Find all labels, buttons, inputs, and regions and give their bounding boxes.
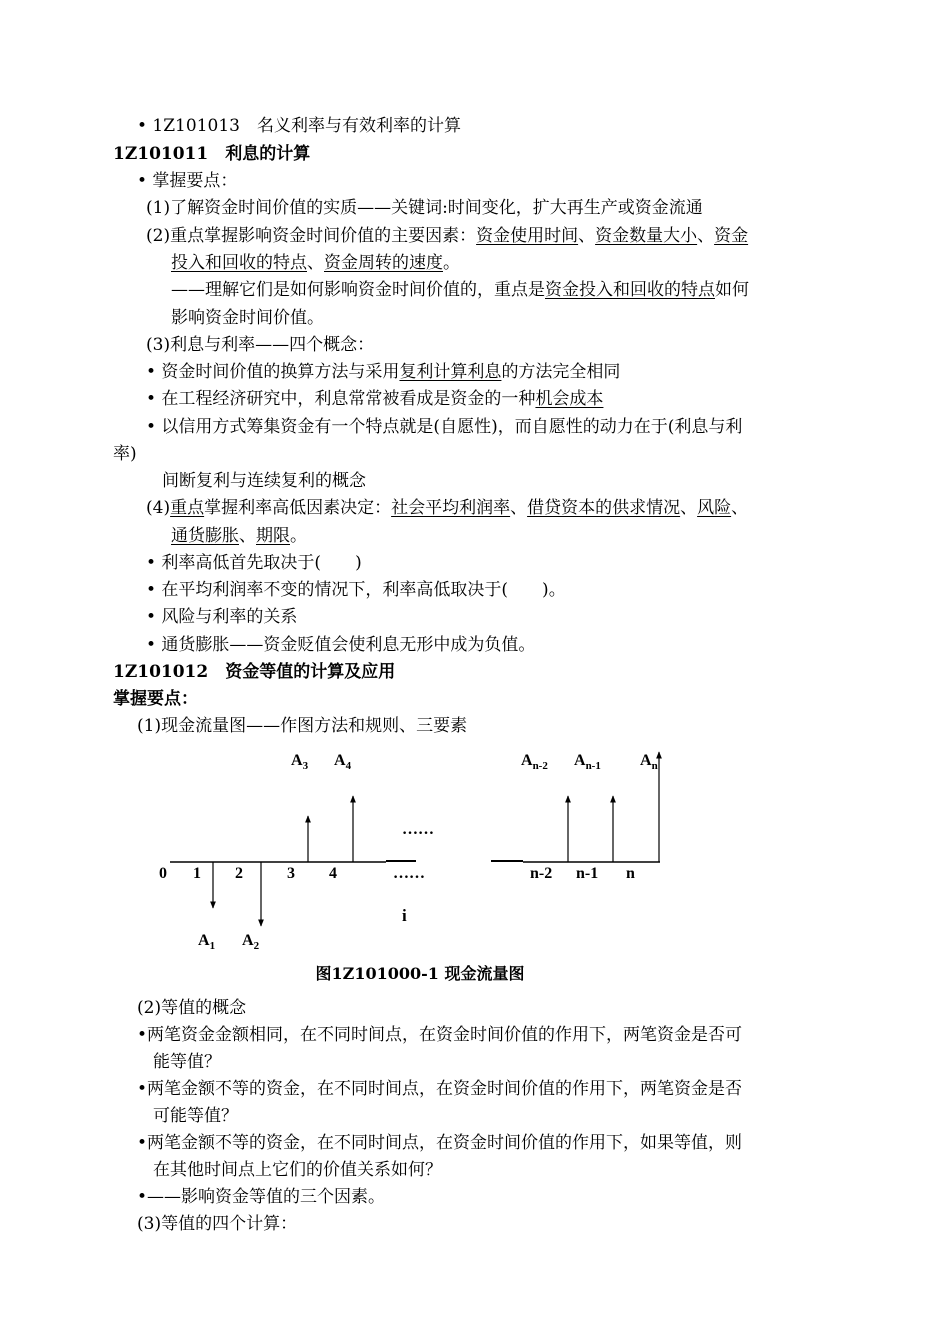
point-2-line-4: 影响资金时间价值。 — [171, 308, 324, 328]
point-3-bullet-3-cont: 率) — [113, 444, 137, 464]
equivalence-bullet-2-cont: 可能等值？ — [153, 1106, 238, 1126]
equivalence-bullet-3-cont: 在其他时间点上它们的价值关系如何？ — [153, 1160, 442, 1180]
bullet-item-nominal-rate: • 1Z101013 名义利率与有效利率的计算 — [137, 116, 461, 136]
label-An-1: $A_{n-1}$ — [574, 752, 601, 772]
equivalence-point-2: (2)等值的概念 — [137, 998, 247, 1018]
equivalence-bullet-3: •两笔金额不等的资金，在不同时间点，在资金时间价值的作用下，如果等值，则 — [137, 1133, 743, 1153]
label-An-2: $A_{n-2}$ — [521, 752, 548, 772]
ellipsis-top: …… — [402, 821, 434, 838]
point-3-bullet-2: • 在工程经济研究中，利息常常被看成是资金的一种机会成本 — [146, 389, 604, 409]
tick-label-n-2: n-2 — [530, 865, 553, 882]
interest-rate-label: i — [402, 906, 407, 925]
tick-label-1: 1 — [193, 865, 201, 882]
point-1: (1)了解资金时间价值的实质——关键词:时间变化，扩大再生产或资金流通 — [146, 198, 703, 218]
point-4-bullet-3: • 风险与利率的关系 — [146, 607, 298, 627]
equivalence-bullet-2: •两笔金额不等的资金，在不同时间点，在资金时间价值的作用下，两笔资金是否 — [137, 1079, 743, 1099]
tick-label-ellipsis: …… — [393, 865, 425, 882]
tick-label-n: n — [626, 865, 635, 882]
point-4-bullet-2: • 在平均利润率不变的情况下，利率高低取决于( )。 — [146, 580, 566, 600]
point-3: (3)利息与利率——四个概念： — [146, 335, 375, 355]
section-heading-interest: 1Z101011 利息的计算 — [113, 144, 311, 164]
equivalence-point-3: (3)等值的四个计算： — [137, 1214, 298, 1234]
compound-concept: 间断复利与连续复利的概念 — [162, 471, 366, 491]
point-4-line-2: 通货膨胀、期限。 — [171, 526, 307, 546]
point-2-line-2: 投入和回收的特点、资金周转的速度。 — [171, 253, 460, 273]
label-A2: $A_2$ — [242, 932, 260, 952]
label-An: $A_n$ — [640, 752, 658, 772]
equivalence-bullet-1-cont: 能等值？ — [153, 1052, 221, 1072]
equivalence-bullet-4: •——影响资金等值的三个因素。 — [137, 1187, 386, 1207]
equivalence-bullet-1: •两笔资金金额相同，在不同时间点，在资金时间价值的作用下，两笔资金是否可 — [137, 1025, 743, 1045]
tick-label-n-1: n-1 — [576, 865, 599, 882]
figure-caption: 图1Z101000-1 现金流量图 — [315, 964, 525, 983]
tick-label-3: 3 — [287, 865, 295, 882]
point-4-line-1: (4)重点掌握利率高低因素决定：社会平均利润率、借贷资本的供求情况、风险、 — [146, 498, 749, 518]
tick-label-0: 0 — [159, 865, 167, 882]
point-4-bullet-1: • 利率高低首先取决于( ) — [146, 553, 362, 573]
point-3-bullet-1: • 资金时间价值的换算方法与采用复利计算利息的方法完全相同 — [146, 362, 621, 382]
label-A4: $A_4$ — [334, 752, 352, 772]
section-heading-equivalence: 1Z101012 资金等值的计算及应用 — [113, 662, 396, 682]
point-2-line-3: ——理解它们是如何影响资金时间价值的，重点是资金投入和回收的特点如何 — [171, 280, 749, 300]
tick-label-4: 4 — [329, 865, 337, 882]
point-4-bullet-4: • 通货膨胀——资金贬值会使利息无形中成为负值。 — [146, 635, 536, 655]
cashflow-point-1: (1)现金流量图——作图方法和规则、三要素 — [137, 716, 468, 736]
label-A1: $A_1$ — [198, 932, 216, 952]
key-points-label-2: 掌握要点： — [113, 689, 198, 709]
point-2-line-1: (2)重点掌握影响资金时间价值的主要因素：资金使用时间、资金数量大小、资金 — [146, 226, 749, 246]
label-A3: $A_3$ — [291, 752, 309, 772]
point-3-bullet-3: • 以信用方式筹集资金有一个特点就是(自愿性)，而自愿性的动力在于(利息与利 — [146, 417, 743, 437]
key-points-label: • 掌握要点： — [137, 171, 238, 191]
tick-label-2: 2 — [235, 865, 243, 882]
